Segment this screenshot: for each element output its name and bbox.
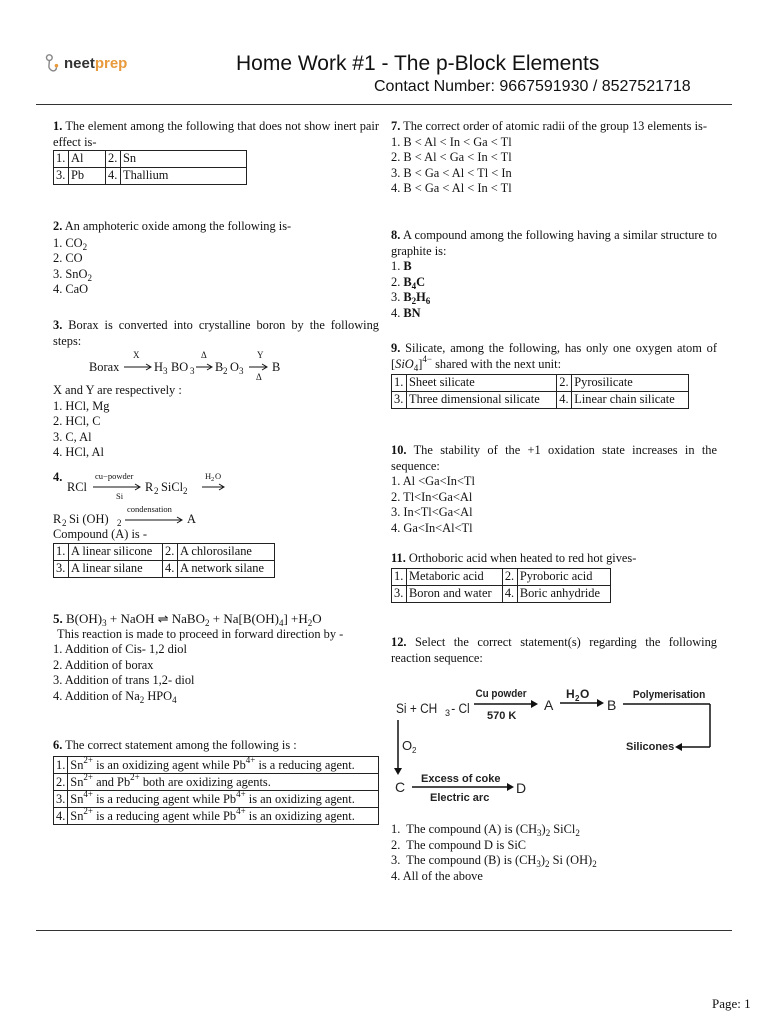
svg-text:Si + CH: Si + CH (395, 700, 438, 717)
option-number: 1. (54, 756, 68, 773)
option-3: 3. $B_2H_6$ (391, 290, 431, 306)
svg-text:Y: Y (257, 350, 264, 360)
option-text: A chlorosilane (178, 543, 275, 560)
svg-text:A: A (544, 697, 554, 713)
option-2: 2. $B_4C$ (391, 274, 426, 291)
option-1: 1. Al <Ga<In<Tl (391, 474, 475, 488)
option-3: 3. B < Ga < Al < Tl < In (391, 165, 512, 180)
svg-text:2: 2 (575, 694, 580, 703)
option-2: 2. Tl<In<Ga<Al (391, 489, 473, 504)
svg-text:H: H (205, 471, 212, 481)
question-8 (391, 228, 717, 321)
silicate-ion-formula: $[SiO_4]^{4-}$ (391, 353, 432, 373)
svg-text:2: 2 (211, 476, 215, 483)
option-text: Three dimensional silicate (407, 392, 557, 409)
option-text: Boron and water (407, 585, 503, 602)
option-number: 1. (392, 568, 407, 585)
options-table (391, 568, 611, 603)
contact-line (374, 78, 691, 96)
option-1: 1. Addition of Cis- 1,2 diol (53, 642, 187, 656)
option-1: 1. $CO_2$ (53, 235, 88, 252)
question-text: The correct order of atomic radii of the group 13 elements is- (403, 119, 707, 133)
question-number: 11. (391, 551, 406, 565)
option-number: 3. (54, 790, 68, 807)
option-4: 4. B < Ga < Al < In < Tl (391, 181, 512, 195)
option-3: 3. The compound (B) is $(CH_3)_2$ Si $(OH)_2$ (391, 853, 597, 869)
option-2: 2. B < Al < Ga < In < Tl (391, 150, 512, 164)
logo-text-prep: prep (94, 54, 128, 72)
option-text: $Sn^{2+}$ is an oxidizing agent while $Pb^{4+}$ is a reducing agent. (68, 756, 379, 773)
question-1 (53, 119, 379, 185)
option-number: 3. (392, 585, 407, 602)
option-text: $Sn^{4+}$ is a reducing agent while $Pb^{4+}$ is an oxidizing agent. (68, 790, 379, 807)
question-text: An amphoteric oxide among the following is- (64, 219, 292, 233)
question-subtext: X and Y are respectively : (53, 383, 182, 397)
contact-numbers: 9667591930 / 8527521718 (499, 78, 691, 95)
option-text: A linear silane (69, 560, 163, 577)
option-2: 2. Addition of borax (53, 657, 154, 672)
question-text: The stability of the +1 oxidation state increases in the sequence: (391, 443, 718, 473)
svg-text:Si (OH): Si (OH) (69, 512, 109, 526)
svg-text:condensation: condensation (127, 504, 172, 514)
svg-text:D: D (516, 780, 527, 796)
svg-text:Δ: Δ (256, 372, 262, 382)
option-number: 1. (54, 543, 69, 560)
option-text: Boric anhydride (517, 585, 610, 602)
svg-text:2: 2 (117, 518, 122, 528)
svg-text:2: 2 (183, 486, 188, 496)
option-text: Pb (69, 168, 106, 185)
svg-text:3: 3 (163, 366, 168, 376)
svg-text:R: R (145, 480, 154, 494)
option-number: 4. (106, 168, 121, 185)
option-text: Metaboric acid (407, 568, 503, 585)
option-1: 1. B (391, 259, 412, 273)
question-text: Select the correct statement(s) regarding the following reaction sequence: (391, 635, 717, 665)
option-number: 2. (163, 543, 178, 560)
option-3: 3. Addition of trans 1,2- diol (53, 673, 195, 687)
option-number: 2. (106, 151, 121, 168)
option-text: Pyrosilicate (572, 375, 689, 392)
question-text: Orthoboric acid when heated to red hot gives- (408, 551, 637, 565)
svg-text:O: O (230, 360, 239, 374)
option-3: 3. In<Tl<Ga<Al (391, 505, 473, 519)
question-5 (53, 611, 379, 704)
option-4: 4. BN (391, 305, 421, 320)
svg-text:O: O (402, 738, 413, 753)
silicone-reaction-scheme (53, 469, 379, 531)
question-text: A compound among the following having a similar structure to graphite is: (391, 228, 717, 258)
question-number: 10. (391, 443, 407, 457)
option-text: Sheet silicate (407, 375, 557, 392)
borax-reaction-scheme (53, 347, 379, 383)
svg-text:O: O (580, 687, 590, 701)
option-number: 4. (502, 585, 517, 602)
question-number: 12. (391, 635, 407, 649)
option-text: A linear silicone (69, 543, 163, 560)
option-number: 1. (392, 375, 407, 392)
svg-text:570 K: 570 K (487, 710, 517, 722)
question-4 (53, 469, 379, 578)
svg-text:B: B (607, 697, 617, 713)
svg-text:B: B (272, 360, 281, 374)
svg-text:H: H (566, 687, 575, 701)
option-number: 2. (502, 568, 517, 585)
question-7 (391, 119, 717, 197)
question-9 (391, 341, 717, 409)
question-12 (391, 635, 717, 666)
option-2: 2. The compound D is SiC (391, 837, 527, 852)
svg-text:3: 3 (190, 366, 195, 376)
question-2 (53, 219, 379, 298)
question-text: The element among the following that does not show inert pair effect is- (53, 119, 379, 149)
svg-text:C: C (395, 779, 406, 795)
option-2: 2. CO (53, 251, 83, 265)
svg-text:- Cl: - Cl (451, 700, 470, 717)
options-table (53, 756, 379, 825)
svg-text:Δ: Δ (201, 350, 207, 360)
footer-divider (36, 930, 732, 931)
option-text: Sn (121, 151, 247, 168)
svg-text:2: 2 (154, 486, 159, 496)
question-12-options (391, 822, 721, 884)
neetprep-logo (44, 52, 127, 74)
question-10 (391, 443, 717, 536)
option-4: 4. CaO (53, 282, 89, 296)
option-text: $Sn^{2+}$ and $Pb^{2+}$ both are oxidizing agents. (68, 773, 379, 790)
option-1: 1. HCl, Mg (53, 398, 110, 413)
question-number: 2. (53, 219, 63, 233)
option-number: 2. (54, 773, 68, 790)
svg-text:BO: BO (171, 360, 189, 374)
option-number: 1. (54, 151, 69, 168)
svg-text:2: 2 (412, 746, 417, 755)
svg-text:Polymerisation: Polymerisation (632, 688, 706, 702)
option-number: 3. (392, 392, 407, 409)
option-1: 1. The compound (A) is $(CH_3)_2$ SiCl$_2$ (391, 822, 580, 838)
question-text: Borax is converted into crystalline boron by the following steps: (53, 318, 379, 348)
header-divider (36, 104, 732, 105)
svg-text:SiCl: SiCl (161, 480, 184, 494)
option-3: 3. C, Al (53, 429, 92, 444)
silicone-synthesis-flow-diagram (390, 684, 730, 804)
question-number: 9. (391, 341, 401, 355)
svg-text:O: O (215, 471, 222, 481)
svg-text:2: 2 (223, 366, 228, 376)
option-number: 4. (557, 392, 572, 409)
question-text: Silicate, among the following, has only one oxygen atom of (405, 341, 717, 355)
option-1: 1. B < Al < In < Ga < Tl (391, 134, 512, 149)
question-6 (53, 738, 379, 825)
reaction-equation: 5. $B(OH)_3$ + NaOH ⇌ NaBO$_2$ + $Na[B(OH)_4] +H_2O$ (53, 611, 322, 628)
option-4: 4. Ga<In<Al<Tl (391, 520, 473, 535)
question-number: 3. (53, 318, 63, 332)
question-number: 8. (391, 228, 401, 242)
svg-text:Borax: Borax (89, 360, 120, 374)
options-table (53, 543, 275, 578)
svg-text:B: B (215, 360, 224, 374)
option-3: 3. SnO$_2$ (53, 266, 92, 283)
question-3 (53, 318, 379, 461)
svg-text:Excess of coke: Excess of coke (421, 773, 501, 785)
svg-text:Silicones: Silicones (626, 741, 675, 753)
logo-stethoscope-icon (44, 52, 60, 74)
svg-text:X: X (133, 350, 140, 360)
options-table (391, 374, 689, 409)
question-text: The correct statement among the following is : (65, 738, 297, 752)
option-number: 3. (54, 560, 69, 577)
question-text-continued: shared with the next unit: (435, 356, 562, 371)
option-number: 4. (163, 560, 178, 577)
question-number: 6. (53, 738, 63, 752)
option-4: 4. All of the above (391, 868, 483, 883)
svg-text:Si: Si (116, 491, 124, 501)
option-number: 3. (54, 168, 69, 185)
option-number: 2. (557, 375, 572, 392)
option-text: Pyroboric acid (517, 568, 610, 585)
option-text: Al (69, 151, 106, 168)
question-number: 1. (53, 119, 63, 133)
svg-text:4.: 4. (53, 470, 63, 484)
question-text: Compound (A) is - (53, 527, 147, 541)
svg-text:A: A (187, 512, 196, 526)
option-4: 4. HCl, Al (53, 445, 104, 459)
question-11 (391, 551, 717, 603)
logo-text-neet: neet (64, 54, 95, 72)
option-text: Linear chain silicate (572, 392, 689, 409)
svg-text:3: 3 (239, 366, 244, 376)
option-text: A network silane (178, 560, 275, 577)
option-text: Thallium (121, 168, 247, 185)
svg-text:H: H (154, 360, 163, 374)
option-number: 4. (54, 807, 68, 824)
options-table (53, 150, 247, 185)
svg-text:Cu powder: Cu powder (475, 688, 527, 701)
option-text: $Sn^{2+}$ is a reducing agent while $Pb^{4+}$ is an oxidizing agent. (68, 807, 379, 824)
svg-text:2: 2 (62, 518, 67, 528)
page-title: Home Work #1 - The p-Block Elements (236, 52, 600, 75)
option-4: 4. Addition of $Na_2$ $HPO_4$ (53, 688, 177, 705)
option-2: 2. HCl, C (53, 414, 101, 428)
question-number: 7. (391, 119, 401, 133)
svg-text:RCl: RCl (67, 480, 87, 494)
svg-text:R: R (53, 512, 62, 526)
svg-text:Electric arc: Electric arc (430, 792, 490, 804)
question-text: This reaction is made to proceed in forward direction by - (57, 626, 344, 641)
svg-text:cu−powder: cu−powder (95, 471, 134, 481)
page-number: Page: 1 (712, 996, 751, 1011)
contact-label: Contact Number: (374, 78, 495, 95)
svg-text:3: 3 (445, 708, 451, 718)
